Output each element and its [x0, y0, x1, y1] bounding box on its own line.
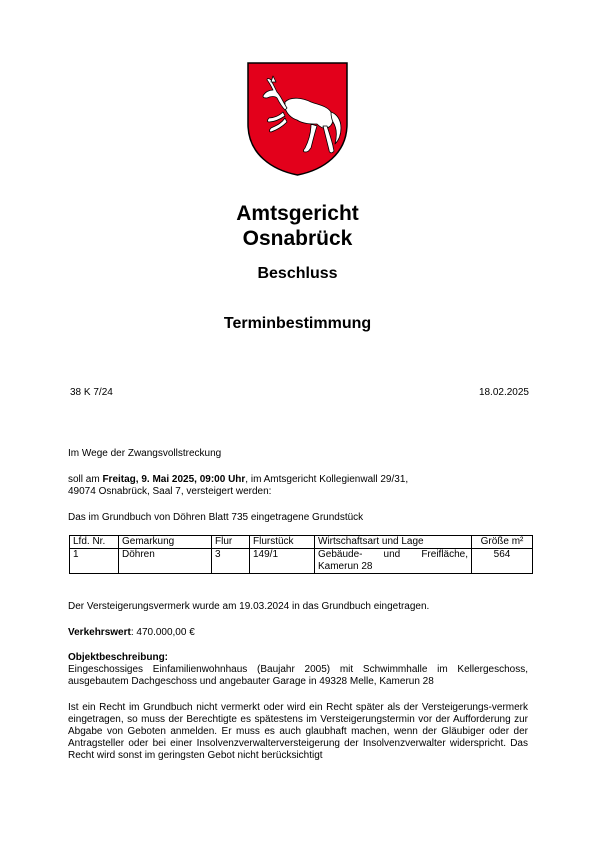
case-number: 38 K 7/24: [70, 387, 113, 398]
document-subtitle: Terminbestimmung: [223, 315, 372, 332]
document-date: 18.02.2025: [478, 387, 529, 398]
land-register-text: Das im Grundbuch von Döhren Blatt 735 eingetragene Grundstück: [68, 512, 364, 523]
document-title: Beschluss: [257, 265, 338, 282]
auction-date-paragraph: [68, 474, 528, 498]
table-row: [70, 549, 533, 574]
table-header-row: [70, 536, 533, 549]
cell-wirtschaftsart: Gebäude- und Freifläche, Kamerun 28: [315, 549, 472, 574]
object-description: [68, 652, 528, 688]
auction-date: Freitag, 9. Mai 2025, 09:00 Uhr: [102, 474, 246, 485]
cell-lfd-nr: 1: [70, 549, 119, 574]
auction-location: , im Amtsgericht Kollegienwall 29/31,: [245, 474, 409, 485]
intro-text: Im Wege der Zwangsvollstreckung: [68, 448, 222, 459]
cell-groesse: 564: [472, 549, 533, 574]
court-name-line1: Amtsgericht: [236, 202, 359, 225]
coat-of-arms-icon: [247, 62, 348, 176]
cell-flurstueck: 149/1: [250, 549, 315, 574]
market-value: : 470.000,00 €: [130, 627, 195, 638]
object-description-text: Eingeschossiges Einfamilienwohnhaus (Baujahr 2005) mit Schwimmhalle im Kellergeschoss, ausgebautem Dachgeschoss und angebauter Garage in 49328 Melle, Kamerun 28: [68, 664, 528, 687]
cell-gemarkung: Döhren: [119, 549, 212, 574]
auction-date-prefix: soll am: [68, 474, 103, 485]
col-header-wirtschaftsart: Wirtschaftsart und Lage: [315, 536, 472, 549]
auction-location-line2: 49074 Osnabrück, Saal 7, versteigert werden:: [68, 486, 272, 497]
col-header-lfd-nr: Lfd. Nr.: [70, 536, 119, 549]
col-header-flurstueck: Flurstück: [250, 536, 315, 549]
market-value-line: [68, 627, 528, 639]
market-value-label: Verkehrswert: [68, 627, 131, 638]
rights-notice: Ist ein Recht im Grundbuch nicht vermerkt oder wird ein Recht später als der Versteigerungs-vermerk eingetragen, so muss der Berechtigte es spätestens im Versteigerungstermin vor der Aufforderung zur Abgabe von Geboten anmelden. Er muss es auch glaubhaft machen, wenn der Gläubiger oder der Antragsteller oder bei einer Insolvenzverwalterversteigerung der Insolvenzverwalter widerspricht. Das Recht wird sonst im geringsten Gebot nicht berücksichtigt: [68, 702, 528, 761]
register-note: Der Versteigerungsvermerk wurde am 19.03.2024 in das Grundbuch eingetragen.: [68, 601, 430, 612]
col-header-groesse: Größe m²: [472, 536, 533, 549]
col-header-gemarkung: Gemarkung: [119, 536, 212, 549]
property-table: [69, 535, 533, 574]
object-description-label: Objektbeschreibung:: [68, 652, 169, 663]
col-header-flur: Flur: [212, 536, 250, 549]
court-name-line2: Osnabrück: [242, 227, 353, 250]
cell-flur: 3: [212, 549, 250, 574]
